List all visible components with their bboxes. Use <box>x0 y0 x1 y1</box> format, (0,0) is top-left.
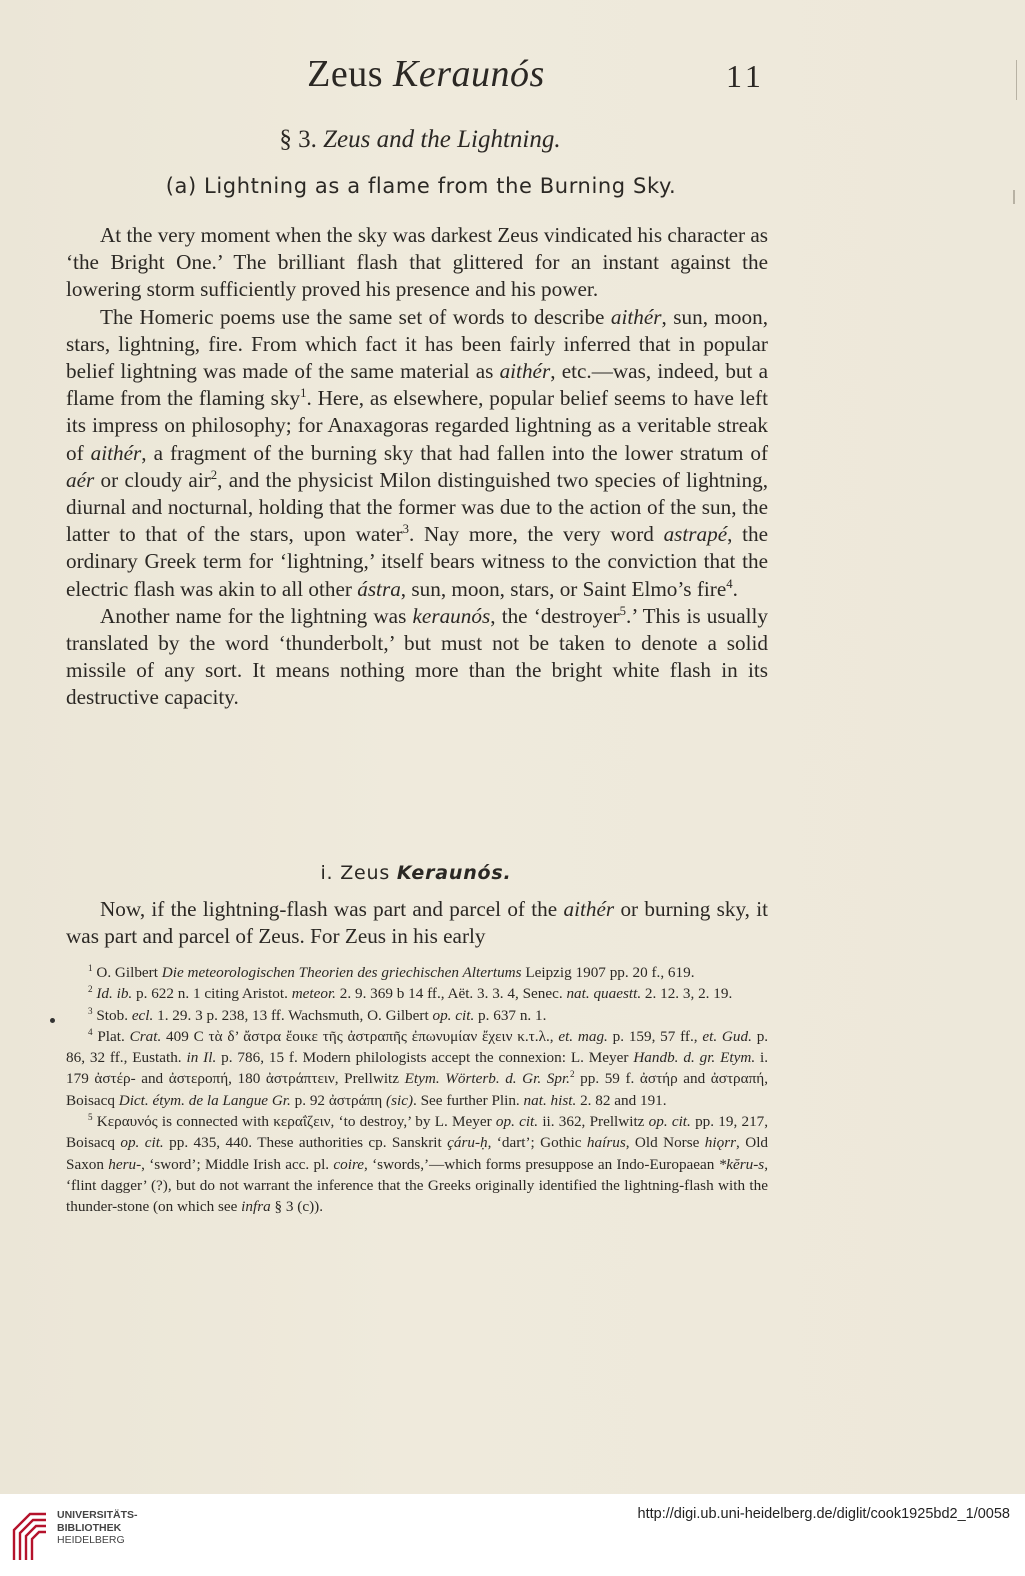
text-run: ii. 362, Prellwitz <box>542 1113 645 1131</box>
text-run: 2. 12. 3, 2. 19. <box>644 985 733 1003</box>
footnote-number: 1 <box>88 962 93 973</box>
footnotes <box>66 962 768 1218</box>
text-run: Stob. <box>96 1006 129 1024</box>
citation-title: Handb. d. gr. Etym. <box>633 1049 756 1067</box>
citation-title: op. cit. <box>495 1113 539 1131</box>
text-run: . See further Plin. <box>413 1091 520 1109</box>
text-run: Κεραυνός is connected with κεραΐζειν, ‘to destroy,’ by L. Meyer <box>96 1113 492 1131</box>
text-run: p. 92 ἀστράπη <box>294 1091 383 1109</box>
scan-edge-mark <box>1013 190 1015 204</box>
text-run: p. 159, 57 ff., <box>612 1027 698 1045</box>
text-run: Plat. <box>97 1027 125 1045</box>
footnote-ref: 3 <box>402 522 409 537</box>
permalink-url[interactable]: http://digi.ub.uni-heidelberg.de/diglit/cook1925bd2_1/0058 <box>637 1506 1010 1522</box>
greek-term: aithér <box>90 440 142 465</box>
main-text-continued <box>66 896 768 950</box>
section-title: Zeus and the Lightning. <box>323 126 561 153</box>
text-run: , ‘dart’; Gothic <box>487 1134 582 1152</box>
running-header <box>0 52 1025 112</box>
citation-title: ecl. <box>131 1006 154 1024</box>
citation-title: et. mag. <box>558 1027 608 1045</box>
text-run: or cloudy air <box>100 467 211 492</box>
text-run: 1. 29. 3 p. 238, 13 ff. Wachsmuth, O. Gilbert <box>157 1006 429 1024</box>
paragraph-1: At the very moment when the sky was darkest Zeus vindicated his character as ‘the Bright One.’ The brilliant flash that glittered for an instant against the lowering storm sufficiently proved his presence and his power. <box>66 223 768 302</box>
text-run: , ‘flint dagger’ (?), but do not warrant the inference that the Greeks originally identified the lightning-flash with the thunder-stone (on which see <box>66 1155 769 1216</box>
footnote-1 <box>66 962 768 983</box>
citation-title: çáru-ḥ <box>447 1134 488 1152</box>
text-run: , sun, moon, stars, lightning, fire. From which fact it has been fairly inferred that in popular belief lightning was made of the same material as <box>66 304 768 384</box>
text-run: p. 86, 32 ff., Eustath. <box>66 1027 769 1067</box>
text-run: 409 C τὰ δ’ ἄστρα ἔοικε τῆς ἀστραπῆς ἐπωνυμίαν ἔχειν κ.τ.λ., <box>166 1027 554 1045</box>
library-name-line: UNIVERSITÄTS- <box>57 1509 138 1521</box>
text-run: i. 179 ἀστέρ- and ἀστεροπή, 180 ἀστράπτειν, Prellwitz <box>66 1049 769 1088</box>
university-library-logo-icon[interactable] <box>12 1502 50 1564</box>
greek-term: keraunós <box>412 603 491 628</box>
paragraph-2 <box>66 304 768 603</box>
citation-title: op. cit. <box>120 1134 164 1152</box>
footnote-ref: 4 <box>726 576 733 591</box>
text-run: 2. 9. 369 b 14 ff., Aët. 3. 3. 4, Senec. <box>339 985 563 1003</box>
greek-term: astrapé <box>663 522 728 547</box>
citation-title: Crat. <box>129 1027 162 1045</box>
citation-title: meteor. <box>291 985 336 1003</box>
citation-title: in Il. <box>186 1049 217 1067</box>
text-run: p. 622 n. 1 citing Aristot. <box>136 985 288 1003</box>
citation-title: Dict. étym. de la Langue Gr. <box>118 1091 291 1109</box>
margin-dot <box>50 1018 55 1023</box>
citation-title: Id. ib. <box>96 985 133 1003</box>
text-run: Leipzig 1907 pp. 20 f., 619. <box>525 964 695 981</box>
text-run: , ‘sword’; Middle Irish acc. pl. <box>141 1155 330 1173</box>
footnote-number: 2 <box>88 984 93 995</box>
text-run: § 3 (c)). <box>274 1198 323 1216</box>
text-run: . Nay more, the very word <box>408 522 654 547</box>
greek-term: ástra <box>357 576 401 601</box>
digital-library-footer <box>0 1494 1025 1576</box>
library-name-line: HEIDELBERG <box>57 1534 125 1546</box>
footnote-2 <box>66 983 768 1004</box>
text-run: . <box>732 576 738 601</box>
footnote-number: 5 <box>88 1112 93 1123</box>
main-text <box>66 222 768 712</box>
text-run: p. 637 n. 1. <box>478 1006 547 1024</box>
text-run: , a fragment of the burning sky that had fallen into the lower stratum of <box>141 440 769 465</box>
scan-edge-mark <box>1016 60 1017 100</box>
text-run: p. 786, 15 f. Modern philologists accept the connexion: L. Meyer <box>221 1049 629 1067</box>
text-run: , the ordinary Greek term for ‘lightning,’ itself bears witness to the conviction that the electric flash was akin to all other <box>66 522 769 601</box>
citation-title: op. cit. <box>432 1006 475 1024</box>
citation-title: et. Gud. <box>702 1027 752 1045</box>
text-run: The Homeric poems use the same set of words to describe <box>100 304 605 329</box>
paragraph-3 <box>66 603 768 712</box>
footnote-number: 4 <box>88 1026 93 1037</box>
footnote-ref: 2 <box>210 467 218 482</box>
footnote-5 <box>66 1111 768 1217</box>
footnote-number: 3 <box>88 1005 93 1016</box>
text-run: , Old Saxon <box>66 1134 769 1173</box>
text-run: , Old Norse <box>625 1134 700 1152</box>
subheading: (a) Lightning as a flame from the Burning Sky. <box>165 174 677 198</box>
greek-term: aithér <box>563 897 615 921</box>
section-heading <box>0 126 840 154</box>
text-run: Another name for the lightning was <box>100 603 407 628</box>
text-run: pp. 59 f. ἀστήρ and ἀστραπή, Boisacq <box>66 1070 769 1109</box>
text-run: , sun, moon, stars, or Saint Elmo’s fire <box>400 576 727 601</box>
text-run: , and the physicist Milon distinguished two species of lightning, diurnal and nocturnal, holding that the former was due to the action of the sun, the latter to that of the stars, upon water <box>66 467 768 547</box>
text-run: , etc.—was, indeed, but a flame from the flaming sky <box>66 359 769 411</box>
footnote-3 <box>66 1005 768 1026</box>
subsection-italic: Keraunós. <box>396 862 512 884</box>
text-run: pp. 435, 440. These authorities cp. Sanskrit <box>169 1134 442 1152</box>
citation-title: *kĕru-s <box>718 1155 765 1173</box>
text-run: pp. 19, 217, Boisacq <box>66 1113 769 1152</box>
greek-term: aithér <box>499 359 551 384</box>
footnote-ref: 5 <box>619 603 627 618</box>
greek-term: aithér <box>610 304 662 329</box>
citation-title: infra <box>241 1198 271 1216</box>
greek-term: aér <box>66 467 95 492</box>
citation-title: coire <box>333 1155 365 1173</box>
citation-title: haírus <box>586 1134 626 1152</box>
citation-title: Die meteorologischen Theorien des griechischen Altertums <box>161 964 522 981</box>
text-run: or burning sky, it was part and parcel of Zeus. For Zeus in his early <box>66 897 769 949</box>
text-run: 2. 82 and 191. <box>580 1091 667 1109</box>
citation-title: hiǫrr <box>704 1134 737 1152</box>
paragraph-4 <box>66 896 768 950</box>
library-name[interactable] <box>57 1509 138 1547</box>
text-run: O. Gilbert <box>96 964 158 981</box>
footnote-4 <box>66 1026 768 1111</box>
footnote-ref: 1 <box>300 386 307 401</box>
citation-title: Etym. Wörterb. d. Gr. Spr. <box>404 1070 570 1088</box>
text-run: , the ‘destroyer <box>490 603 620 628</box>
page-number: 11 <box>726 58 765 94</box>
citation-title: op. cit. <box>648 1113 691 1131</box>
text-run: , ‘swords,’—which forms presuppose an Indo-Europaean <box>364 1155 715 1173</box>
subsection-label: i. Zeus <box>320 862 397 884</box>
citation-title: (sic) <box>386 1091 414 1109</box>
running-title-italic: Keraunós <box>393 53 545 95</box>
section-number: § 3. <box>279 126 317 153</box>
subsection-heading <box>0 862 832 884</box>
running-title <box>0 52 852 96</box>
edition-sup: 2 <box>569 1069 575 1080</box>
citation-title: heru- <box>108 1155 142 1173</box>
text-run: .’ This is usually translated by the word ‘thunderbolt,’ but must not be taken to denote a solid missile of any sort. It means nothing more than the bright white flash in its destructive capacity. <box>66 603 769 710</box>
text-run: Now, if the lightning-flash was part and parcel of the <box>100 897 558 921</box>
citation-title: nat. quaestt. <box>566 985 642 1003</box>
text-run: . Here, as elsewhere, popular belief seems to have left its impress on philosophy; for Anaxagoras regarded lightning as a veritable streak of <box>66 386 769 465</box>
library-name-line: BIBLIOTHEK <box>57 1521 122 1534</box>
running-title-plain: Zeus <box>307 53 394 95</box>
citation-title: nat. hist. <box>523 1091 577 1109</box>
